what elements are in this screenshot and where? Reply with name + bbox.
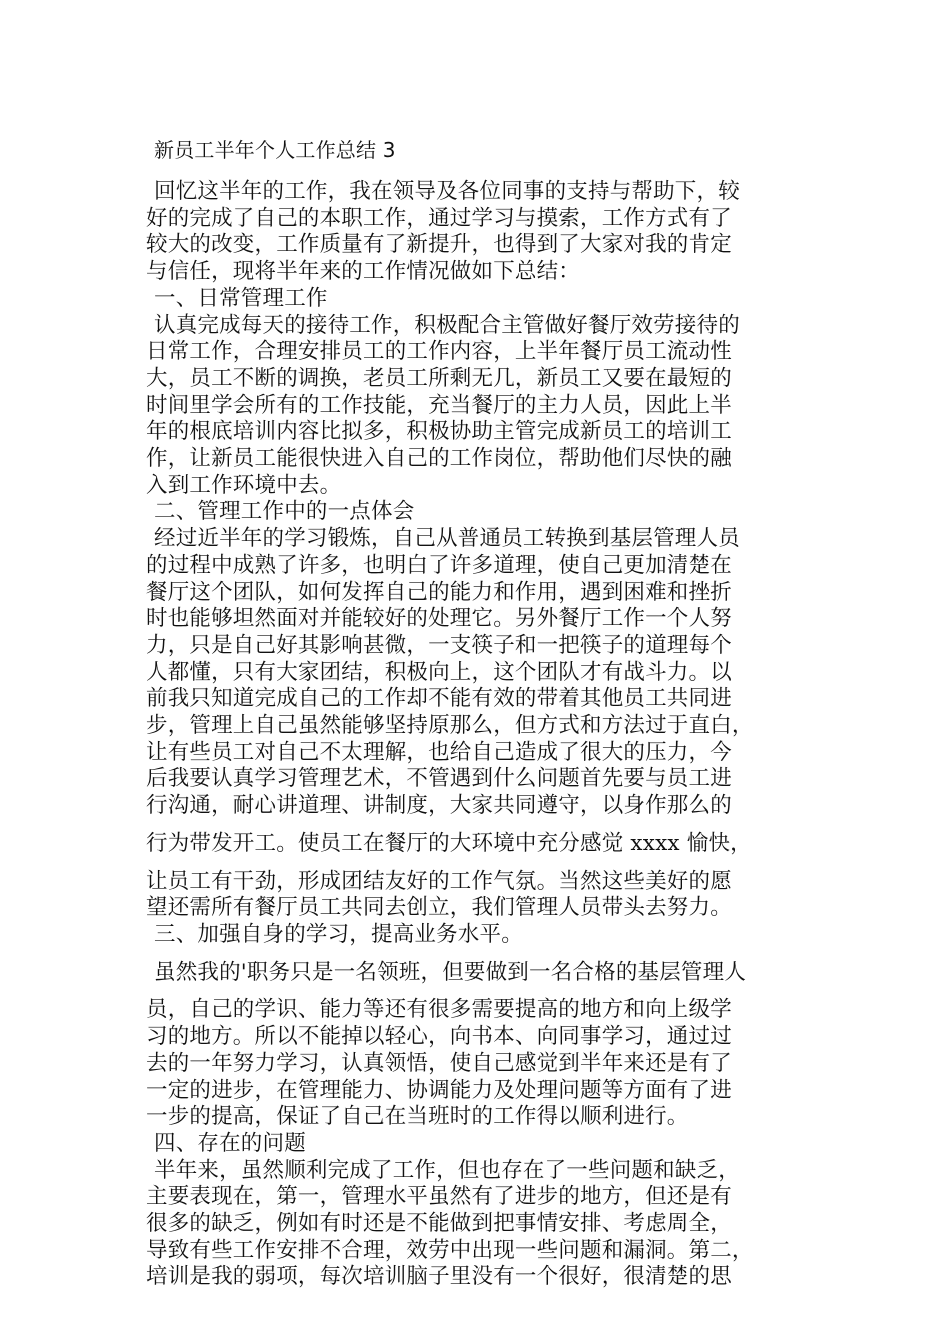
text-line: 员，自己的学识、能力等还有很多需要提高的地方和向上级学 (146, 997, 732, 1023)
text-line: 时也能够坦然面对并能较好的处理它。另外餐厅工作一个人努 (146, 606, 732, 632)
section-paragraph (146, 313, 821, 500)
text-line: 餐厅这个团队，如何发挥自己的能力和作用，遇到困难和挫折 (146, 579, 732, 605)
text-line: 去的一年努力学习，认真领悟，使自己感觉到半年来还是有了 (146, 1050, 732, 1076)
text-line: 一定的进步，在管理能力、协调能力及处理问题等方面有了进 (146, 1077, 732, 1103)
text-line: 行为带发开工。使员工在餐厅的大环境中充分感觉 xxxx 愉快， (146, 830, 752, 856)
intro-paragraph (146, 179, 821, 286)
text-line: 年的根底培训内容比拟多，积极协助主管完成新员工的培训工 (146, 419, 732, 445)
section-heading: 一、日常管理工作 (154, 285, 328, 311)
text-line: 让有些员工对自己不太理解，也给自己造成了很大的压力，今 (146, 739, 732, 765)
text-line: 力，只是自己好其影响甚微，一支筷子和一把筷子的道理每个 (146, 632, 732, 658)
section-heading: 三、加强自身的学习，提高业务水平。 (154, 921, 523, 947)
text-line: 的过程中成熟了许多，也明白了许多道理，使自己更加清楚在 (146, 552, 732, 578)
text-line: 时间里学会所有的工作技能，充当餐厅的主力人员，因此上半 (146, 392, 732, 418)
text-line: 与信任，现将半年来的工作情况做如下总结： (146, 259, 581, 285)
text-line: 认真完成每天的接待工作，积极配合主管做好餐厅效劳接待的 (154, 312, 740, 338)
text-line: 前我只知道完成自己的工作却不能有效的带着其他员工共同进 (146, 686, 732, 712)
section-paragraph (146, 960, 821, 1131)
text-line: 较大的改变，工作质量有了新提升，也得到了大家对我的肯定 (146, 232, 732, 258)
text-line: 虽然我的'职务只是一名领班，但要做到一名合格的基层管理人 (154, 959, 747, 985)
text-line: 步，管理上自己虽然能够坚持原那么，但方式和方法过于直白， (146, 713, 754, 739)
section-heading: 二、管理工作中的一点体会 (154, 499, 415, 525)
document-body (146, 137, 821, 1291)
section-paragraph (146, 526, 821, 922)
text-line: 一步的提高，保证了自己在当班时的工作得以顺利进行。 (146, 1104, 689, 1130)
text-line: 回忆这半年的工作，我在领导及各位同事的支持与帮助下，较 (154, 179, 740, 204)
text-line: 主要表现在，第一，管理水平虽然有了进步的地方，但还是有 (146, 1184, 732, 1210)
text-line: 望还需所有餐厅员工共同去创立，我们管理人员带头去努力。 (146, 895, 732, 921)
text-line: 日常工作，合理安排员工的工作内容，上半年餐厅员工流动性 (146, 339, 732, 365)
section-heading: 四、存在的问题 (154, 1130, 306, 1156)
text-line: 人都懂，只有大家团结，积极向上，这个团队才有战斗力。以 (146, 659, 732, 685)
text-line: 作，让新员工能很快进入自己的工作岗位，帮助他们尽快的融 (146, 446, 732, 472)
text-line: 后我要认真学习管理艺术，不管遇到什么问题首先要与员工进 (146, 766, 732, 792)
text-line: 半年来，虽然顺利完成了工作，但也存在了一些问题和缺乏， (154, 1157, 740, 1183)
text-line: 入到工作环境中去。 (146, 472, 342, 498)
text-line: 行沟通，耐心讲道理、讲制度，大家共同遵守，以身作那么的 (146, 793, 732, 819)
text-line: 大，员工不断的调换，老员工所剩无几，新员工又要在最短的 (146, 365, 732, 391)
document-title: 新员工半年个人工作总结 3 (154, 138, 396, 162)
text-line: 导致有些工作安排不合理，效劳中出现一些问题和漏洞。第二， (146, 1237, 754, 1263)
section-paragraph (146, 1158, 821, 1292)
text-line: 很多的缺乏，例如有时还是不能做到把事情安排、考虑周全， (146, 1211, 732, 1237)
text-line: 好的完成了自己的本职工作，通过学习与摸索，工作方式有了 (146, 205, 732, 231)
text-line: 让员工有干劲，形成团结友好的工作气氛。当然这些美好的愿 (146, 868, 732, 894)
text-line: 培训是我的弱项，每次培训脑子里没有一个很好，很清楚的思 (146, 1264, 732, 1290)
text-line: 经过近半年的学习锻炼，自己从普通员工转换到基层管理人员 (154, 526, 740, 552)
text-line: 习的地方。所以不能掉以轻心，向书本、向同事学习，通过过 (146, 1024, 732, 1050)
